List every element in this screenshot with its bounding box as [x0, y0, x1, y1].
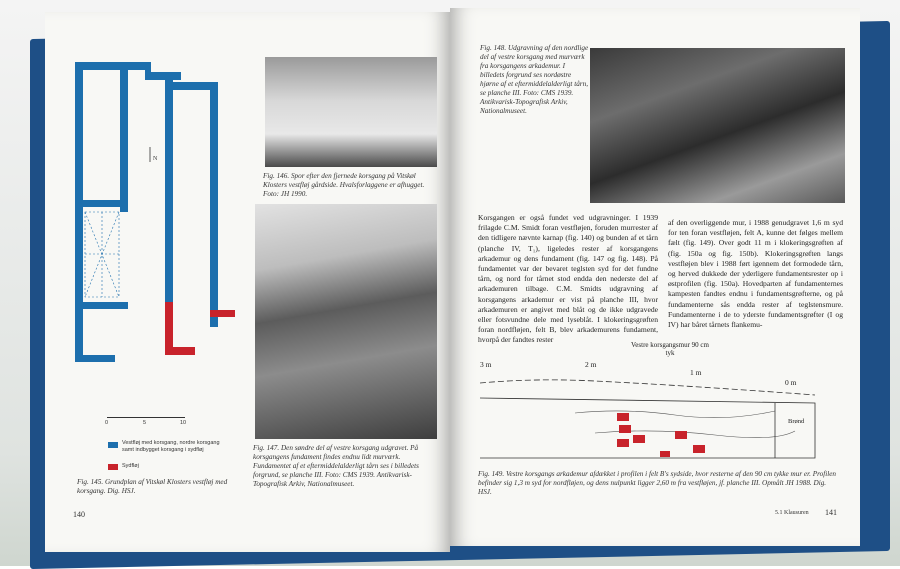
profile-drawing — [475, 373, 835, 463]
legend-swatch-red — [108, 464, 118, 470]
fig147-photo — [255, 204, 437, 439]
fig146-caption: Fig. 146. Spor efter den fjernede korsgang på Vitskøl Klosters vestfløj gårdside. Hvalsforlaggene er afhugget. Foto: JH 1990. — [263, 172, 425, 198]
profile-scale-0m: 0 m — [785, 378, 797, 387]
legend-swatch-blue — [108, 442, 118, 448]
legend-red-text: Sydfløj — [122, 463, 139, 469]
scale-10: 10 — [180, 420, 187, 426]
left-page-number: 140 — [73, 510, 85, 519]
profile-label-well: Brønd — [788, 418, 805, 425]
scale-bar — [107, 417, 185, 418]
right-page — [450, 8, 860, 546]
profile-scale-1m: 1 m — [690, 368, 702, 377]
scale-0: 0 — [105, 420, 109, 426]
profile-scale-3m: 3 m — [480, 360, 492, 369]
compass-label: N — [153, 156, 158, 162]
fig148-photo — [590, 48, 845, 203]
right-page-number: 141 — [825, 508, 837, 517]
profile-title: Vestre korsgangsmur 90 cm tyk — [631, 341, 709, 357]
fig147-caption: Fig. 147. Den søndre del af vestre korsgang udgravet. På korsgangens fundament findes endnu lidt murværk. Fundamentet af et eftermiddelalderligt tårn ses i billedets forgrund, se planche III. Foto: CMS 1939. Antikvarisk-Topografisk Arkiv, Nationalmuseet. — [253, 444, 419, 488]
left-page — [45, 12, 450, 552]
body-column-1: Korsgangen er også fundet ved udgravninger. I 1939 frilagde C.M. Smidt foran vestfløjen, foruden murrester af den tidligere nævnte karnap (fig. 140) og bunden af et tårn (planche IV, T₁), ligeledes rester af korsgangens arkademur og dens fundament (fig. 147 og fig. 148). På fundamentet var der bevaret teglsten syd for det fundne tårn, og nord for tårnet stod endda den nederste del af arkademuren tilbage. C.M. Smidts udgravning af korsgangens arkademur er vist på planche III, hvor arkademuren er angivet med blåt og de ikke udgravede eller fotsvundne dele med lyseblåt. I klokeringsgrøften foran nordfløjen, felt B, blev arkademurens fundament, hvorpå der fandtes rester — [478, 213, 658, 345]
fig146-photo — [265, 57, 437, 167]
body-column-2: af den overliggende mur, i 1988 genudgravet 1,6 m syd for ten foran vestfløjen, felt A, kunne det følges mellem fælt (fig. 149). Over godt 11 m i klokeringsgrøften af (fig. 150a og fig. 150b). Klokeringsgrøften langs vestfløjen blev i 1988 ført igennem det formodede tårn, og herved dukkede der yderligere fundamentsrester op i østprofilen (fig. 150a). Hovedparten af fundamenternes kampesten fandtes endnu i fundamentsgrøfterne, og på fundamenterne sås endda rester af teglstensmure. Fundamenterne i de to yderste fundamentsgrøfter (I og IV) har båret tårnets flankemu- — [668, 218, 843, 330]
fig148-caption: Fig. 148. Udgravning af den nordlige del af vestre korsgang med murværk fra korsgangens arkademur. I billedets forgrund ses nordøstre hjørne af et eftermiddelalderligt tårn, se planche III. Foto: CMS 1939. Antikvarisk-Topografisk Arkiv, Nationalmuseet. — [480, 44, 589, 115]
running-head: 5.1 Klausuren — [775, 510, 809, 516]
profile-scale-2m: 2 m — [585, 360, 597, 369]
fig149-caption: Fig. 149. Vestre korsgangs arkademur afdækket i profilen i felt B's sydside, hvor resterne af den 90 cm tykke mur er. Profilen befinder sig 1,3 m syd for nordfløjen, og dens nulpunkt ligger 2,60 m fra vestfløjen, jf. planche III. Opmålt JH 1988. Dig. HSJ. — [478, 470, 836, 496]
legend-blue-text: Vestfløj med korsgang, nordre korsgang samt indbygget korsgang i sydfløj — [122, 440, 220, 453]
scale-5: 5 — [143, 420, 147, 426]
fig145-caption: Fig. 145. Grundplan af Vitskøl Klosters vestfløj med korsgang. Dig. HSJ. — [77, 478, 228, 495]
floor-plan — [65, 52, 255, 412]
